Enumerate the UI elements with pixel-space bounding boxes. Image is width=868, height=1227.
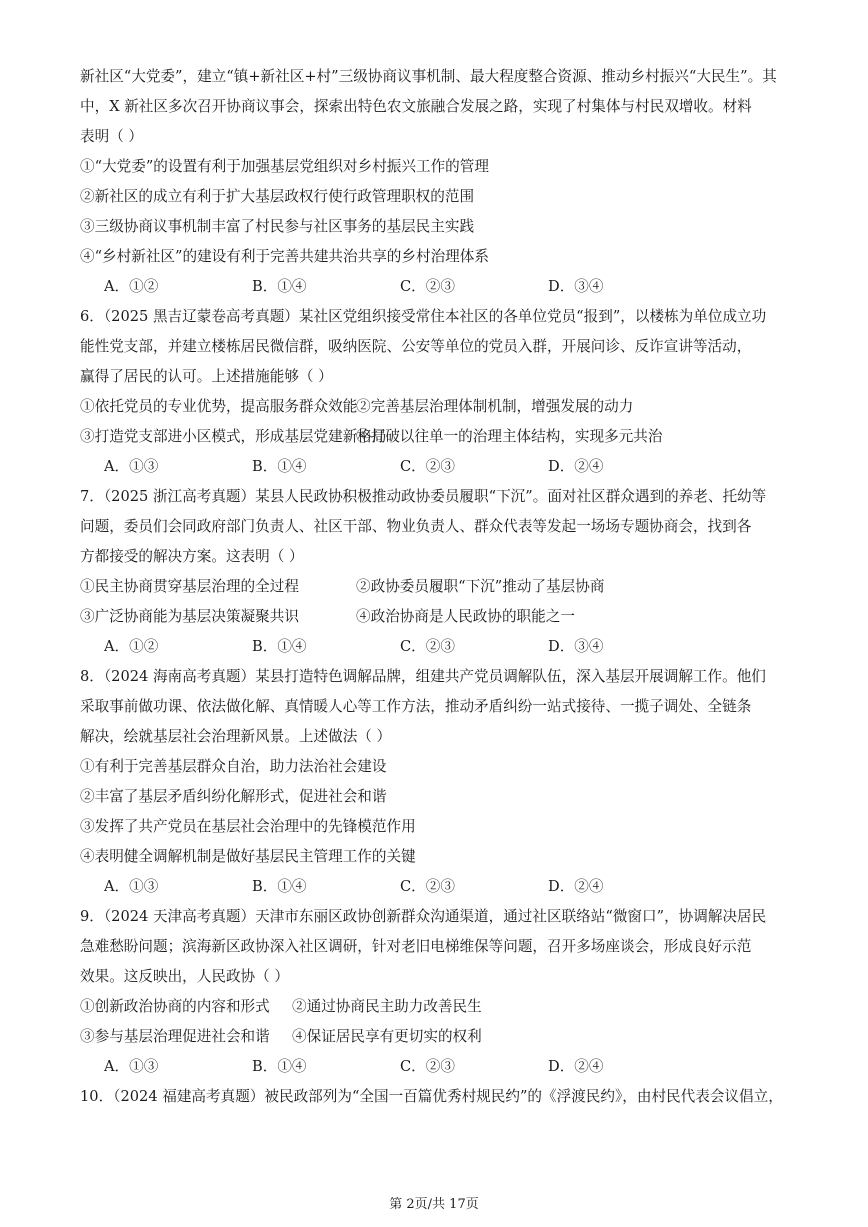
question-stem-line: 8．（2024 海南高考真题）某县打造特色调解品牌，组建共产党员调解队伍，深入基层开展调解工作。他们 [80,668,766,685]
question-stem-line: 能性党支部，并建立楼栋居民微信群，吸纳医院、公安等单位的党员入群，开展问诊、反诈宣讲等活动， [80,338,752,355]
option-b: B．①④ [252,458,307,475]
question-stem-line: 7．（2025 浙江高考真题）某县人民政协积极推动政协委员履职“下沉”。面对社区群众遇到的养老、托幼等 [80,488,767,505]
option-c: C．②③ [400,458,455,475]
option-b: B．①④ [252,878,307,895]
statement-item: ④打破以往单一的治理主体结构，实现多元共治 [356,428,663,445]
question-8 [80,662,792,902]
question-stem-line: 解决，绘就基层社会治理新风景。上述做法（ ） [80,728,392,745]
statement-item: ①创新政治协商的内容和形式 [80,998,270,1015]
statement-item: ④政治协商是人民政协的职能之一 [356,608,575,625]
question-6 [80,302,792,482]
statement-item: ①依托党员的专业优势，提高服务群众效能 [80,398,358,415]
statement-item: ③广泛协商能为基层决策凝聚共识 [80,608,299,625]
answer-options [80,272,792,302]
option-d: D．②④ [548,878,604,895]
page-content [80,62,792,1112]
answer-options [80,872,792,902]
option-d: D．③④ [548,278,604,295]
question-stem-line: 急难愁盼问题；滨海新区政协深入社区调研，针对老旧电梯维保等问题，召开多场座谈会，形成良好示范 [80,938,752,955]
statement-item: ④表明健全调解机制是做好基层民主管理工作的关键 [80,848,416,865]
question-stem-line: 赢得了居民的认可。上述措施能够（ ） [80,368,333,385]
statement-item: ③发挥了共产党员在基层社会治理中的先锋模范作用 [80,818,416,835]
question-10 [80,1082,792,1112]
option-d: D．②④ [548,458,604,475]
statement-item: ①有利于完善基层群众自治，助力法治社会建设 [80,758,387,775]
question-5 [80,62,792,302]
option-d: D．③④ [548,638,604,655]
option-c: C．②③ [400,878,455,895]
statement-item: ④“乡村新社区”的建设有利于完善共建共治共享的乡村治理体系 [80,248,489,265]
option-a: A．①② [104,638,159,655]
question-stem-line: 表明（ ） [80,128,144,145]
question-stem-line: 采取事前做功课、依法做化解、真情暖人心等工作方法，推动矛盾纠纷一站式接待、一揽子调处、全链条 [80,698,752,715]
option-b: B．①④ [252,1058,307,1075]
statement-row [80,992,792,1022]
option-a: A．①③ [104,1058,159,1075]
option-a: A．①③ [104,458,159,475]
statement-item: ②通过协商民主助力改善民生 [292,998,482,1015]
statement-row [80,572,792,602]
question-9 [80,902,792,1082]
page-number: 第 2页/共 17页 [389,1197,479,1212]
option-c: C．②③ [400,1058,455,1075]
question-stem-line: 9．（2024 天津高考真题）天津市东丽区政协创新群众沟通渠道，通过社区联络站“微窗口”，协调解决居民 [80,908,767,925]
statement-item: ③参与基层治理促进社会和谐 [80,1028,270,1045]
option-b: B．①④ [252,278,307,295]
statement-item: ④保证居民享有更切实的权利 [292,1028,482,1045]
statement-row [80,392,792,422]
question-stem-line: 新社区“大党委”，建立“镇+新社区+村”三级协商议事机制、最大程度整合资源、推动乡村振兴“大民生”。其 [80,68,777,85]
option-a: A．①② [104,278,159,295]
question-7 [80,482,792,662]
answer-options [80,452,792,482]
statement-item: ②丰富了基层矛盾纠纷化解形式，促进社会和谐 [80,788,387,805]
option-a: A．①③ [104,878,159,895]
statement-item: ③打造党支部进小区模式，形成基层党建新格局 [80,428,387,445]
question-stem-line: 效果。这反映出，人民政协（ ） [80,968,289,985]
statement-item: ②政协委员履职“下沉”推动了基层协商 [356,578,605,595]
question-stem-line: 方都接受的解决方案。这表明（ ） [80,548,304,565]
question-stem-line: 中，X 新社区多次召开协商议事会，探索出特色农文旅融合发展之路，实现了村集体与村民双增收。材料 [80,98,752,115]
question-stem-line: 6．（2025 黑吉辽蒙卷高考真题）某社区党组织接受常住本社区的各单位党员“报到”，以楼栋为单位成立功 [80,308,767,325]
option-b: B．①④ [252,638,307,655]
statement-item: ①民主协商贯穿基层治理的全过程 [80,578,299,595]
question-stem-line: 10．（2024 福建高考真题）被民政部列为“全国一百篇优秀村规民约”的《浮渡民约》，由村民代表会议倡立， [80,1088,783,1105]
statement-item: ②新社区的成立有利于扩大基层政权行使行政管理职权的范围 [80,188,475,205]
statement-item: ③三级协商议事机制丰富了村民参与社区事务的基层民主实践 [80,218,475,235]
statement-row [80,422,792,452]
option-d: D．②④ [548,1058,604,1075]
answer-options [80,632,792,662]
option-c: C．②③ [400,638,455,655]
statement-item: ①“大党委”的设置有利于加强基层党组织对乡村振兴工作的管理 [80,158,489,175]
option-c: C．②③ [400,278,455,295]
statement-row [80,1022,792,1052]
question-stem-line: 问题，委员们会同政府部门负责人、社区干部、物业负责人、群众代表等发起一场场专题协商会，找到各 [80,518,752,535]
answer-options [80,1052,792,1082]
statement-row [80,602,792,632]
statement-item: ②完善基层治理体制机制，增强发展的动力 [356,398,634,415]
